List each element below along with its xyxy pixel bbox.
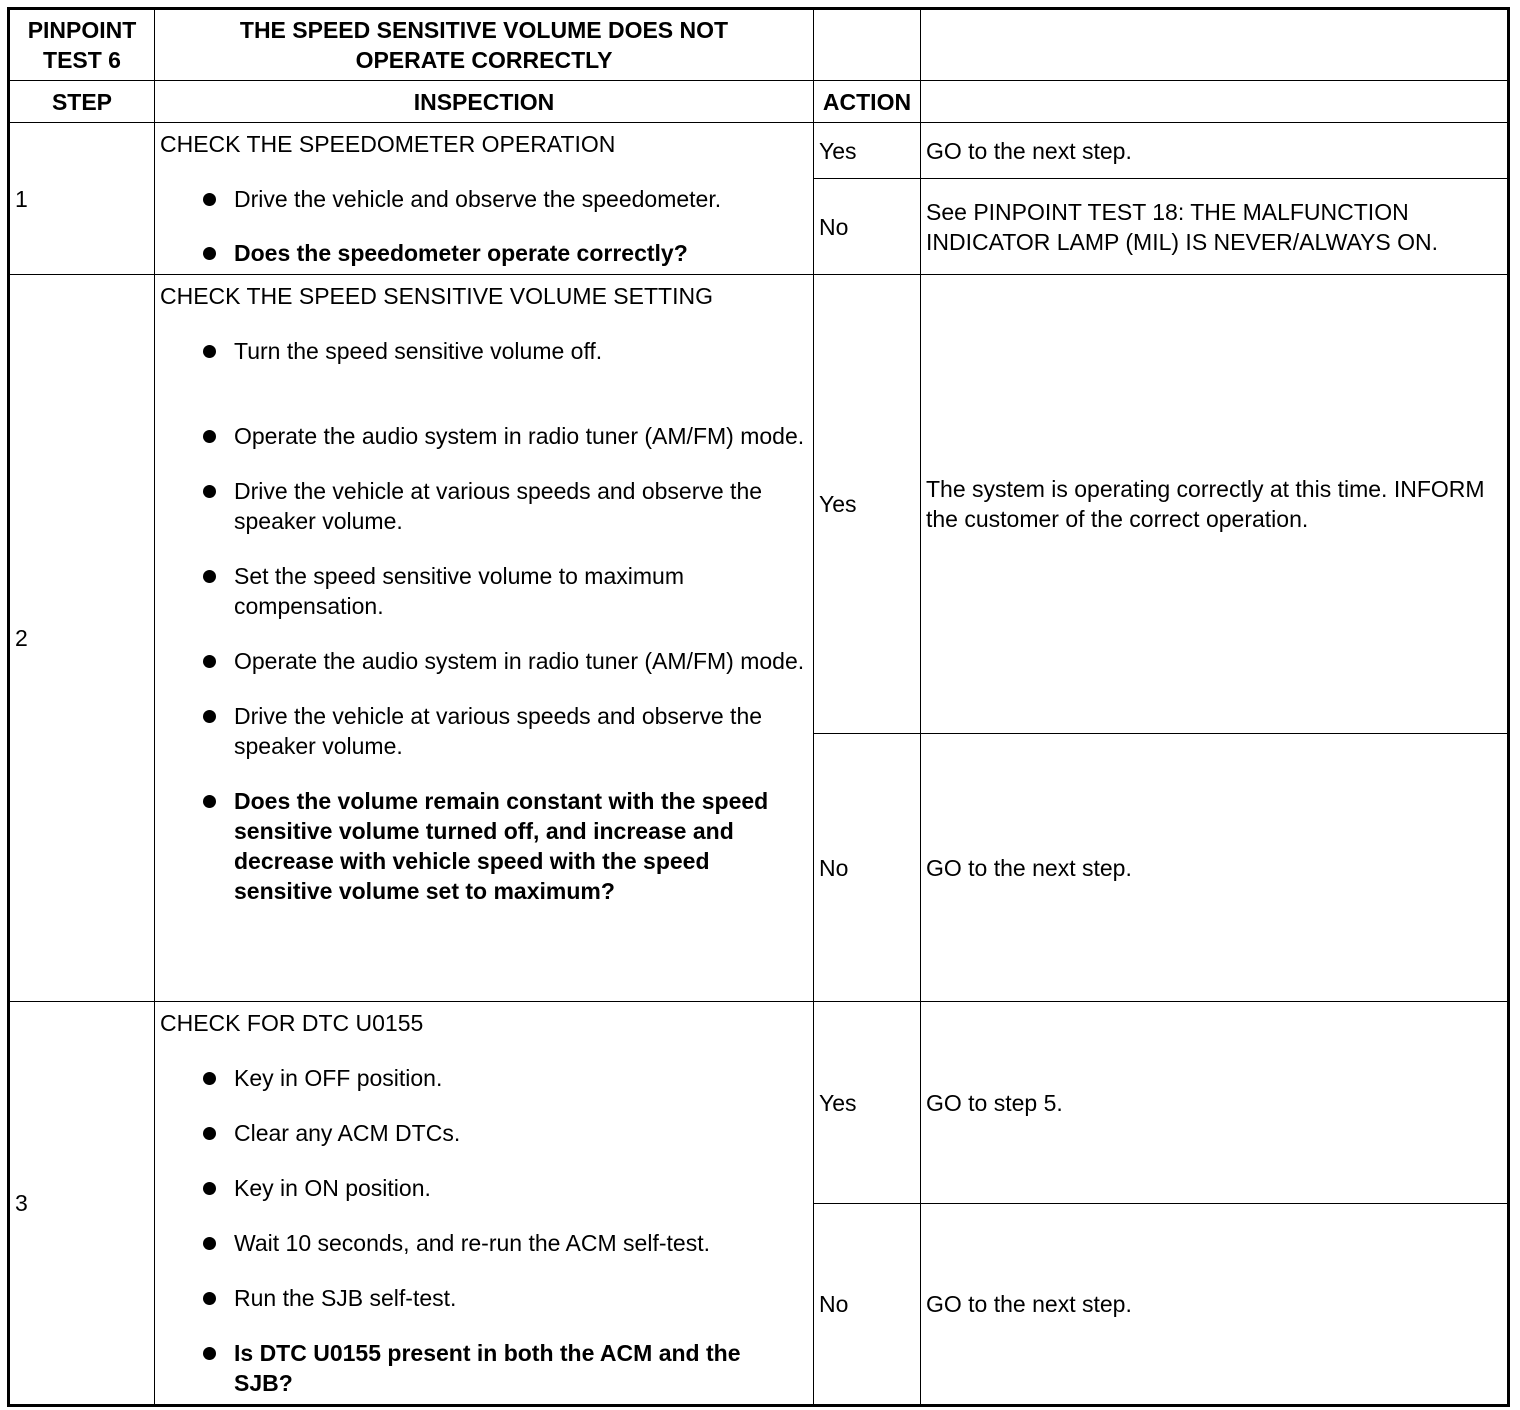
inspection-bullet: Clear any ACM DTCs. [160, 1118, 805, 1148]
result-yes: The system is operating correctly at this time. INFORM the customer of the correct operation. [921, 275, 1509, 734]
test-title: THE SPEED SENSITIVE VOLUME DOES NOT OPERATE CORRECTLY [155, 9, 814, 81]
action-yes: Yes [814, 123, 921, 179]
inspection-bullet: Operate the audio system in radio tuner (AM/FM) mode. [160, 421, 805, 451]
inspection-bullet: Run the SJB self-test. [160, 1283, 805, 1313]
col-inspection-header: INSPECTION [155, 81, 814, 123]
inspection-bullet: Key in ON position. [160, 1173, 805, 1203]
inspection-bullet: Drive the vehicle and observe the speedometer. [160, 184, 805, 214]
header-empty-cell [921, 81, 1509, 123]
col-step-header: STEP [9, 81, 155, 123]
action-no: No [814, 734, 921, 1002]
pinpoint-test-table [7, 7, 1510, 1407]
result-yes: GO to step 5. [921, 1002, 1509, 1204]
step-number: 1 [9, 123, 155, 275]
inspection-bullet: Drive the vehicle at various speeds and observe the speaker volume. [160, 701, 805, 761]
step-title: CHECK FOR DTC U0155 [160, 1010, 424, 1036]
result-no: GO to the next step. [921, 1204, 1509, 1406]
result-no: GO to the next step. [921, 734, 1509, 1002]
step-number: 3 [9, 1002, 155, 1406]
step-title: CHECK THE SPEED SENSITIVE VOLUME SETTING [160, 283, 713, 309]
test-label: PINPOINT TEST 6 [9, 9, 155, 81]
action-no: No [814, 1204, 921, 1406]
step-number: 2 [9, 275, 155, 1002]
inspection-bullet: Turn the speed sensitive volume off. [160, 336, 805, 366]
inspection-bullet: Set the speed sensitive volume to maximum compensation. [160, 561, 805, 621]
inspection-question: Is DTC U0155 present in both the ACM and the SJB? [160, 1338, 805, 1398]
inspection-bullet: Wait 10 seconds, and re-run the ACM self-test. [160, 1228, 805, 1258]
action-yes: Yes [814, 1002, 921, 1204]
step-inspection [155, 123, 814, 275]
step-inspection [155, 275, 814, 1002]
inspection-question: Does the speedometer operate correctly? [160, 238, 805, 268]
result-yes: GO to the next step. [921, 123, 1509, 179]
header-empty-cell [921, 9, 1509, 81]
action-yes: Yes [814, 275, 921, 734]
action-no: No [814, 179, 921, 275]
step-title: CHECK THE SPEEDOMETER OPERATION [160, 131, 616, 157]
inspection-question: Does the volume remain constant with the speed sensitive volume turned off, and increase and decrease with vehicle speed with the speed sensitive volume set to maximum? [160, 786, 805, 906]
inspection-bullet: Key in OFF position. [160, 1063, 805, 1093]
header-empty-cell [814, 9, 921, 81]
inspection-bullet: Drive the vehicle at various speeds and observe the speaker volume. [160, 476, 805, 536]
result-no: See PINPOINT TEST 18: THE MALFUNCTION INDICATOR LAMP (MIL) IS NEVER/ALWAYS ON. [921, 179, 1509, 275]
inspection-bullet: Operate the audio system in radio tuner (AM/FM) mode. [160, 646, 805, 676]
col-action-header: ACTION [814, 81, 921, 123]
step-inspection [155, 1002, 814, 1406]
